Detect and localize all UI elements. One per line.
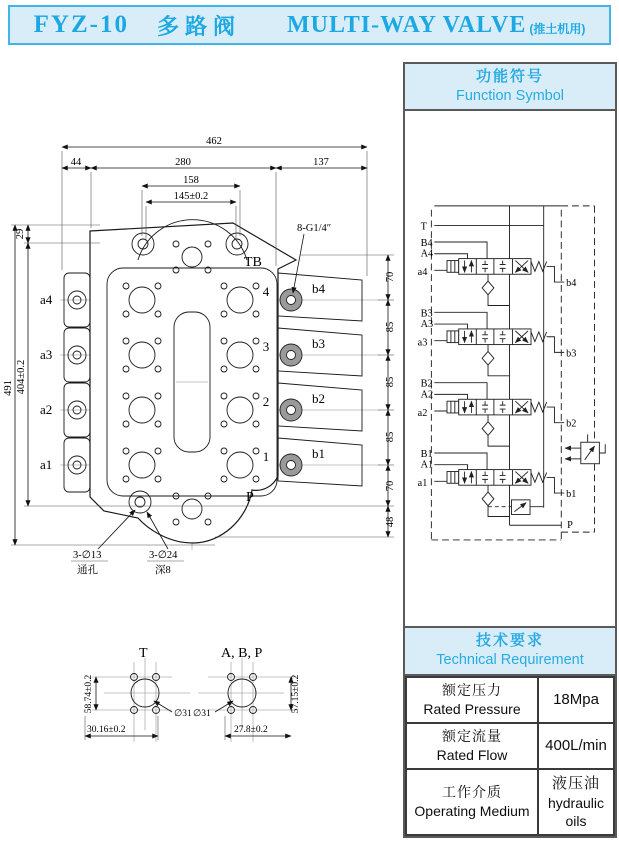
valve-body: [90, 220, 296, 543]
title-english: MULTI-WAY VALVE: [287, 11, 527, 38]
dim-404: 404±0.2: [16, 359, 27, 395]
rated-flow-label-en: Rated Flow: [436, 746, 508, 763]
rated-pressure-label-cn: 额定压力: [442, 681, 502, 698]
table-row-rated-pressure: [406, 677, 614, 723]
relief-valve-side: [565, 435, 605, 464]
table-row-operating-medium: [406, 769, 614, 835]
function-symbol-header: [405, 64, 615, 111]
dim-29: 29: [15, 228, 26, 240]
operating-medium-value-en: hydraulic oils: [547, 794, 605, 829]
title-bar: [8, 5, 611, 45]
operating-medium-label-en: Operating Medium: [414, 802, 530, 819]
detail-t-title: T: [139, 646, 148, 661]
rated-pressure-value: 18Mpa: [553, 690, 599, 708]
detail-t-dim-v: 58.74±0.2: [84, 674, 94, 714]
dim-70-bottom: 70: [385, 480, 396, 492]
dim-48: 48: [385, 516, 396, 528]
dim-137: 137: [313, 157, 329, 168]
circuit-label-b3: b3: [566, 348, 577, 360]
model-code: FYZ-10: [33, 11, 129, 38]
rated-pressure-label-en: Rated Pressure: [423, 700, 521, 717]
callout-3d13: 3-∅13: [73, 550, 102, 561]
section-number-4: 4: [262, 284, 270, 299]
dim-70-top: 70: [385, 271, 396, 283]
circuit-label-a3: a3: [417, 337, 428, 349]
detail-view-t: [84, 646, 192, 742]
circuit-label-B4: B4: [420, 238, 433, 250]
detail-t-dim-h: 30.16±0.2: [87, 725, 126, 735]
title-chinese: 多路阀: [156, 13, 241, 39]
detail-abp-title: A, B, P: [221, 646, 263, 661]
rated-flow-label-cn: 额定流量: [442, 727, 502, 744]
callout-3d24: 3-∅24: [149, 550, 178, 561]
dim-462: 462: [206, 136, 222, 147]
function-symbol-title-en: Function Symbol: [456, 87, 564, 104]
port-label-b2: b2: [312, 391, 325, 406]
operating-medium-label-cn: 工作介质: [442, 784, 502, 801]
dim-158: 158: [183, 175, 199, 186]
left-port-bosses: [40, 273, 90, 492]
circuit-label-b1: b1: [566, 489, 577, 501]
dim-85-a: 85: [385, 321, 396, 333]
section-number-3: 3: [262, 339, 270, 354]
dim-85-c: 85: [385, 431, 396, 443]
dim-145: 145±0.2: [173, 191, 209, 202]
engineering-drawing: [0, 112, 403, 841]
circuit-label-A3: A3: [420, 319, 434, 331]
callout-shen8: 深8: [155, 565, 171, 576]
circuit-port-t: T: [420, 221, 427, 233]
hydraulic-circuit-diagram: [405, 111, 615, 626]
section-number-1: 1: [262, 449, 270, 464]
detail-abp-dim-v: 57.15±0.2: [291, 674, 301, 714]
port-label-b1: b1: [312, 446, 325, 461]
dim-44: 44: [70, 157, 82, 168]
circuit-section-4: [418, 238, 577, 306]
section-number-2: 2: [262, 394, 270, 409]
thread-callout: 8-G1/4″: [297, 223, 332, 234]
technical-title-cn: 技术要求: [475, 632, 544, 650]
detail-abp-dim-h: 27.8±0.2: [234, 725, 268, 735]
dim-491: 491: [3, 380, 14, 396]
port-label-a4: a4: [40, 292, 53, 307]
circuit-label-B1: B1: [420, 449, 433, 461]
port-label-b3: b3: [312, 336, 325, 351]
circuit-label-a2: a2: [417, 408, 428, 420]
callout-tongkong: 通孔: [77, 565, 98, 576]
circuit-port-p: P: [567, 520, 573, 532]
circuit-label-b4: b4: [566, 278, 577, 290]
port-label-b4: b4: [312, 281, 325, 296]
circuit-section-3: [418, 309, 577, 377]
port-label-a1: a1: [40, 457, 53, 472]
technical-requirement-header: [405, 626, 615, 675]
relief-valve-bottom: [488, 500, 561, 525]
dim-280: 280: [175, 157, 191, 168]
technical-title-en: Technical Requirement: [436, 651, 584, 668]
port-label-a2: a2: [40, 402, 53, 417]
circuit-label-B2: B2: [420, 378, 433, 390]
tb-port-label: TB: [244, 255, 262, 270]
circuit-section-2: [418, 379, 577, 447]
circuit-label-a1: a1: [417, 478, 428, 490]
dim-85-b: 85: [385, 376, 396, 388]
title-note: (推土机用): [529, 21, 586, 36]
detail-view-abp: [193, 646, 301, 742]
p-port-label: P: [246, 490, 254, 505]
circuit-label-a4: a4: [417, 267, 428, 279]
rated-flow-value: 400L/min: [545, 737, 607, 755]
circuit-label-B3: B3: [420, 308, 433, 320]
circuit-label-b2: b2: [566, 418, 577, 430]
detail-abp-bore: ∅31: [193, 709, 211, 719]
operating-medium-value-cn: 液压油: [551, 775, 600, 793]
circuit-label-A4: A4: [420, 249, 434, 261]
table-row-rated-flow: [406, 723, 614, 769]
port-label-a3: a3: [40, 347, 53, 362]
detail-t-bore: ∅31: [174, 709, 192, 719]
circuit-label-A2: A2: [420, 389, 434, 401]
right-panel: [403, 62, 617, 838]
circuit-label-A1: A1: [420, 459, 434, 471]
function-symbol-title-cn: 功能符号: [475, 68, 544, 85]
technical-requirement-table: [405, 676, 615, 836]
